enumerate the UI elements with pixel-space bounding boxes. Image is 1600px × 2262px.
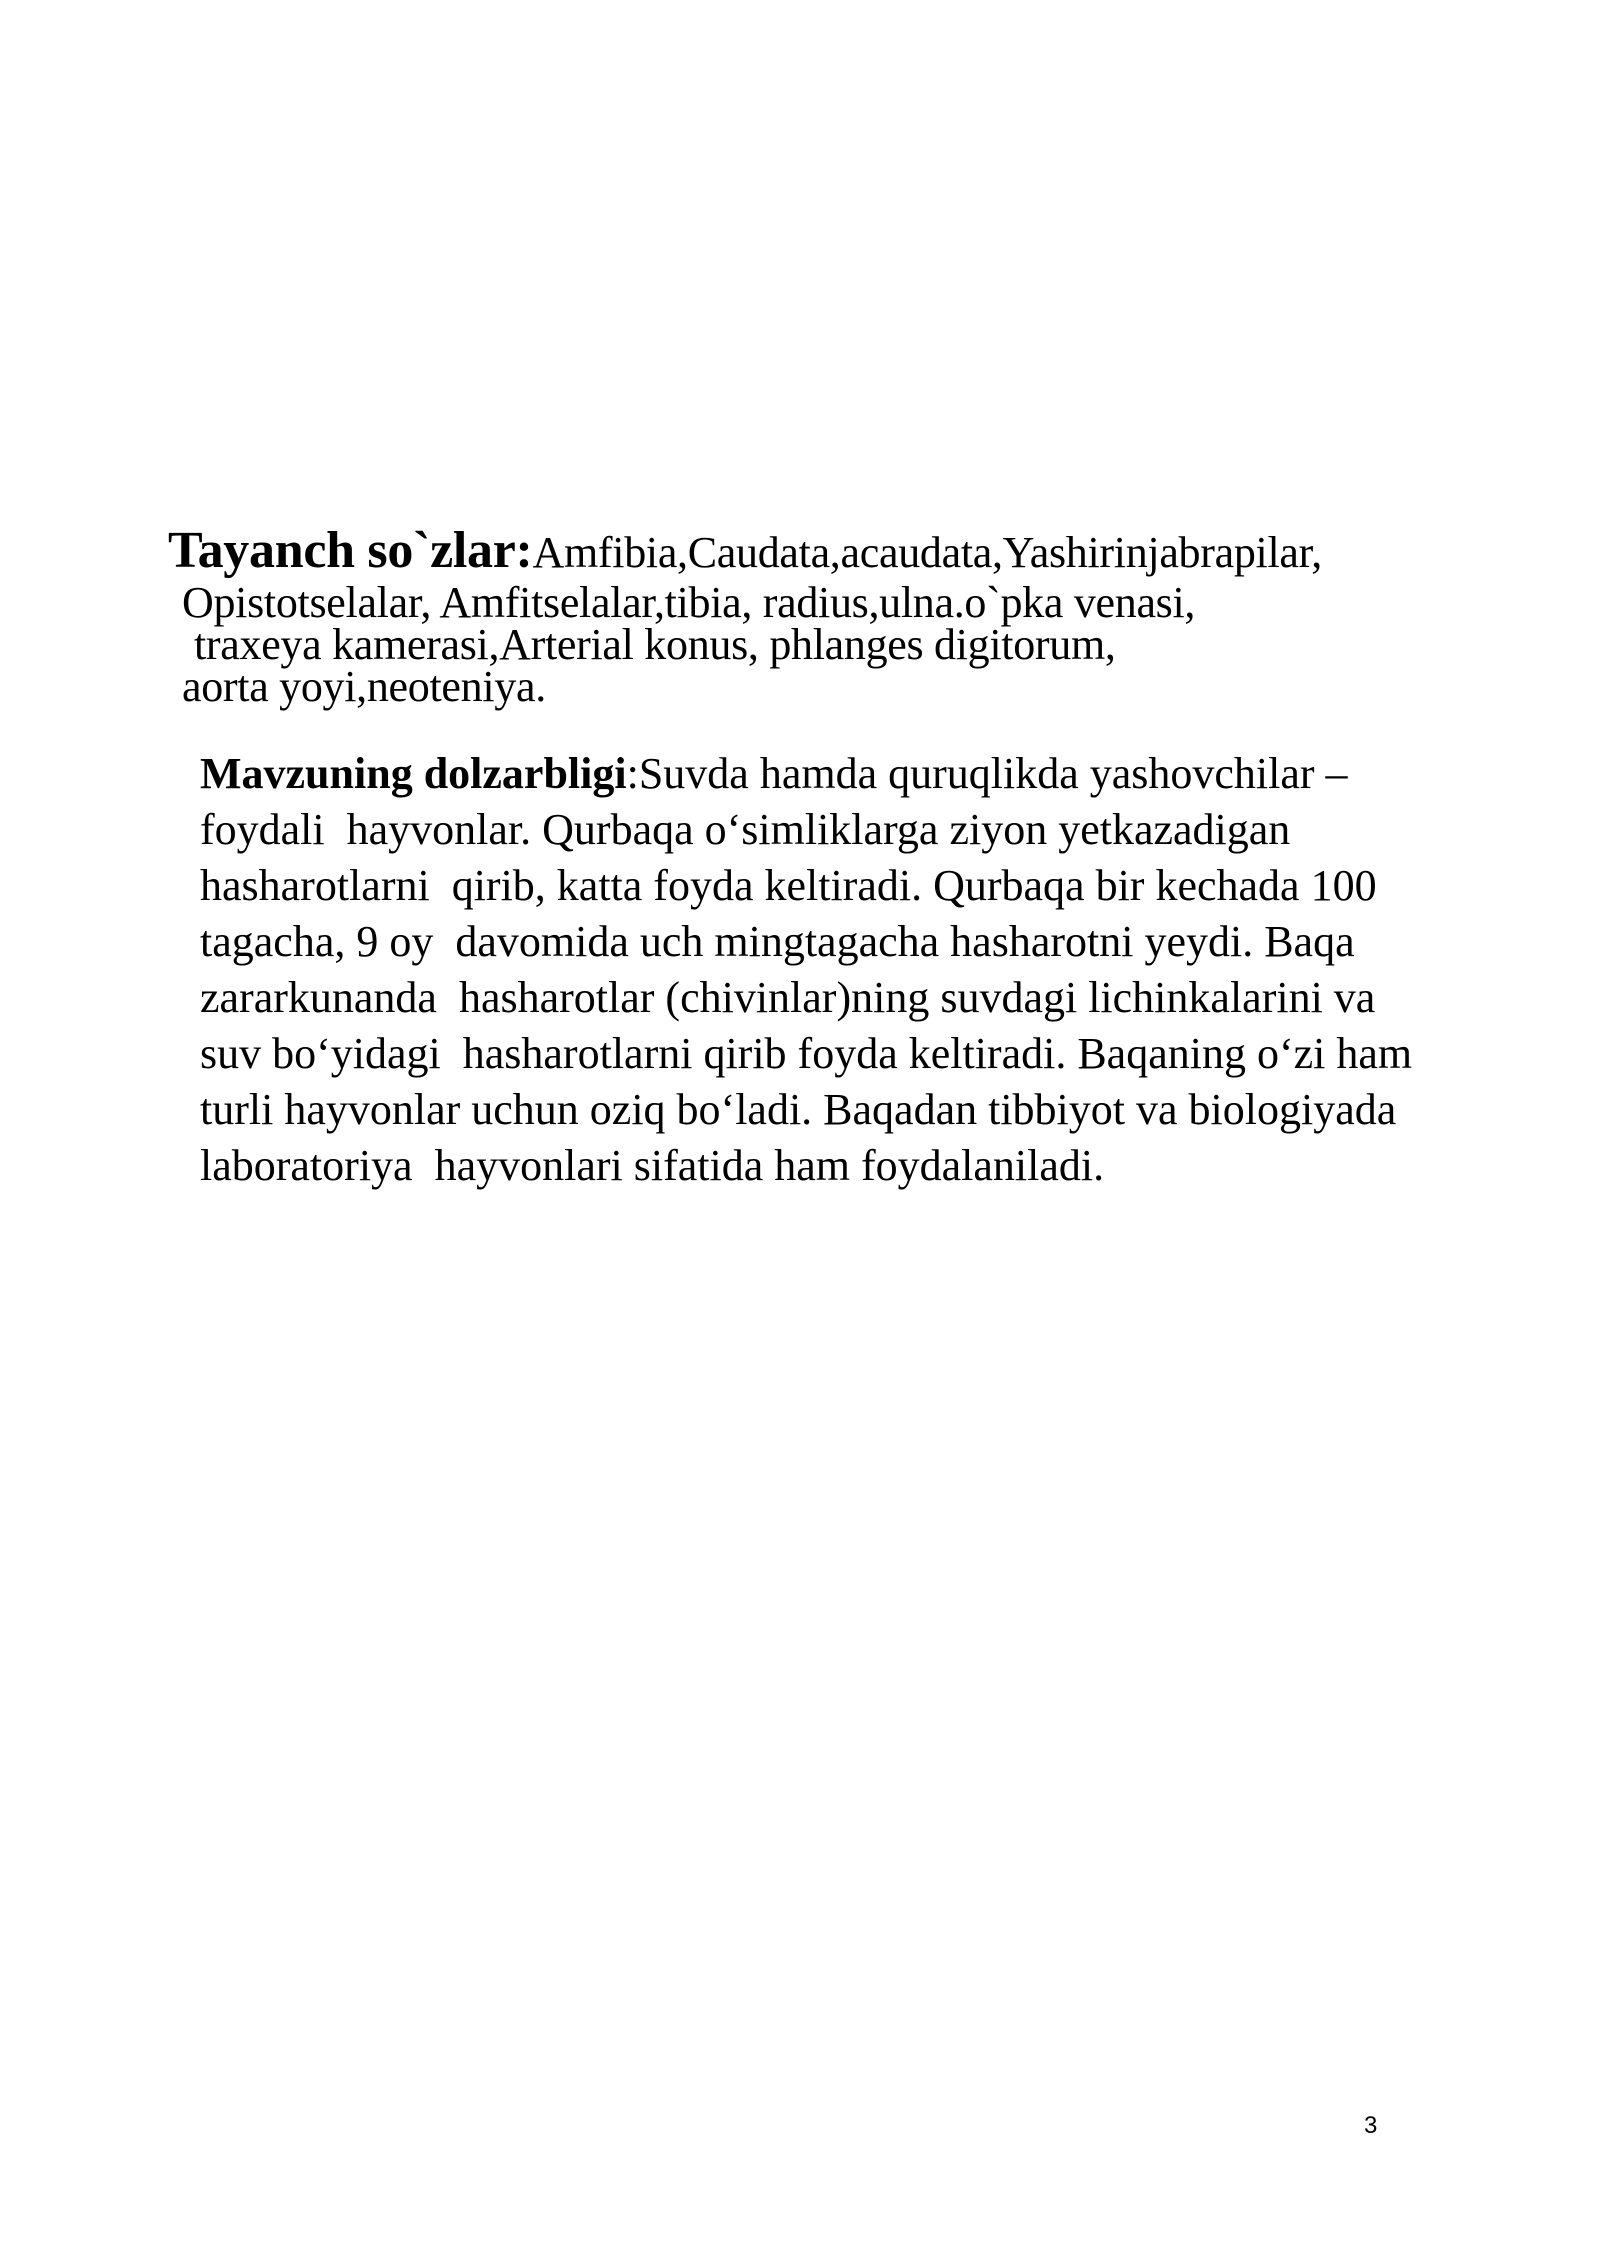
keywords-label: Tayanch so`zlar:: [168, 522, 533, 579]
page-number: 3: [1364, 2112, 1378, 2139]
relevance-label: Mavzuning dolzarbligi: [200, 749, 627, 798]
keywords-line-1: [168, 522, 1322, 579]
relevance-line-6: suv bo‘yidagi hasharotlarni qirib foyda keltiradi. Baqaning o‘zi ham: [200, 1029, 1413, 1078]
relevance-line-7: turli hayvonlar uchun oziq bo‘ladi. Baqadan tibbiyot va biologiyada: [200, 1085, 1397, 1134]
relevance-line-4: tagacha, 9 oy davomida uch mingtagacha hasharotni yeydi. Baqa: [200, 917, 1355, 966]
keywords-text: Amfibia,Caudata,acaudata,Yashirinjabrapilar,: [532, 528, 1322, 577]
relevance-line-8: laboratoriya hayvonlari sifatida ham foydalaniladi.: [200, 1141, 1105, 1190]
relevance-text: :Suvda hamda quruqlikda yashovchilar –: [626, 749, 1348, 798]
keywords-line-2: Opistotselalar, Amfitselalar,tibia, radius,ulna.o`pka venasi,: [182, 578, 1196, 627]
relevance-line-2: foydali hayvonlar. Qurbaqa o‘simliklarga ziyon yetkazadigan: [200, 805, 1291, 854]
keywords-line-3: traxeya kamerasi,Arterial konus, phlanges digitorum,: [194, 620, 1116, 669]
relevance-line-1: [200, 750, 1348, 798]
relevance-line-5: zararkunanda hasharotlar (chivinlar)ning suvdagi lichinkalarini va: [200, 973, 1376, 1022]
relevance-line-3: hasharotlarni qirib, katta foyda keltiradi. Qurbaqa bir kechada 100: [200, 861, 1377, 910]
keywords-line-4: aorta yoyi,neoteniya.: [182, 662, 546, 711]
